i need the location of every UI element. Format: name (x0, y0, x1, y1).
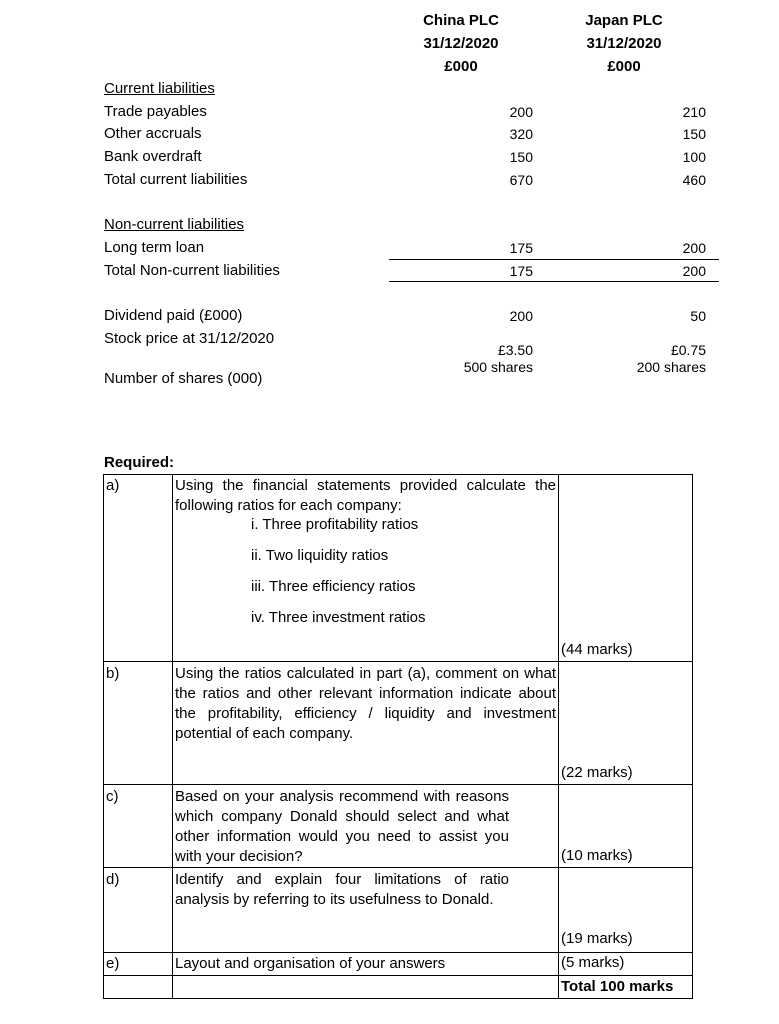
dividend-label: Dividend paid (£000) (104, 307, 243, 324)
japan-value: 100 (682, 149, 706, 165)
row-letter: c) (106, 788, 119, 805)
row-letter: e) (106, 955, 120, 972)
china-value: 175 (509, 240, 533, 256)
japan-value: 460 (682, 172, 706, 188)
china-value: 670 (509, 172, 533, 188)
china-value: 200 (509, 104, 533, 120)
sub-item: iii. Three efficiency ratios (251, 578, 416, 595)
china-stock-price: £3.50 (497, 342, 533, 358)
required-title: Required: (104, 454, 175, 471)
china-dividend: 200 (509, 308, 533, 324)
row-label: Total Non-current liabilities (104, 262, 280, 279)
china-header-name: China PLC (423, 12, 499, 29)
japan-value: 200 (682, 240, 706, 256)
row-letter: a) (106, 477, 120, 494)
marks: (44 marks) (561, 641, 633, 658)
japan-value: 210 (682, 104, 706, 120)
japan-dividend: 50 (690, 308, 706, 324)
row-text: Based on your analysis recommend with reasons which company Donald should select and what other information would you need to assist you with your decision? (175, 788, 509, 865)
row-label: Trade payables (104, 103, 207, 120)
noncurrent-liabilities-title: Non-current liabilities (104, 216, 245, 233)
total-rule-bottom (389, 281, 719, 282)
shares-label: Number of shares (000) (104, 370, 263, 387)
row-text: Layout and organisation of your answers (175, 955, 446, 972)
row-label: Total current liabilities (104, 171, 248, 188)
sub-item: ii. Two liquidity ratios (251, 547, 389, 564)
stock-price-label: Stock price at 31/12/2020 (104, 330, 275, 347)
marks: (19 marks) (561, 930, 633, 947)
japan-stock-price: £0.75 (670, 342, 706, 358)
china-value: 175 (509, 263, 533, 279)
china-header-unit: £000 (444, 58, 478, 75)
row-letter: b) (106, 665, 120, 682)
china-value: 320 (509, 126, 533, 142)
japan-value: 200 (682, 263, 706, 279)
marks: (10 marks) (561, 847, 633, 864)
row-label: Long term loan (104, 239, 205, 256)
marks: (22 marks) (561, 764, 633, 781)
china-header-date: 31/12/2020 (423, 35, 499, 52)
total-marks: Total 100 marks (561, 978, 674, 995)
japan-value: 150 (682, 126, 706, 142)
china-shares: 500 shares (463, 359, 533, 375)
row-label: Bank overdraft (104, 148, 202, 165)
japan-header-name: Japan PLC (585, 12, 663, 29)
row-letter: d) (106, 871, 120, 888)
china-value: 150 (509, 149, 533, 165)
marks: (5 marks) (561, 954, 625, 971)
sub-item: iv. Three investment ratios (251, 609, 426, 626)
row-label: Other accruals (104, 125, 202, 142)
total-rule-top (389, 259, 719, 260)
japan-header-unit: £000 (607, 58, 641, 75)
japan-header-date: 31/12/2020 (586, 35, 662, 52)
row-text: Using the financial statements provided calculate the following ratios for each company: (175, 477, 556, 514)
sub-item: i. Three profitability ratios (251, 516, 419, 533)
row-text: Identify and explain four limitations of ratio analysis by referring to its usefulness to Donald. (175, 871, 509, 908)
row-text: Using the ratios calculated in part (a), comment on what the ratios and other relevant information indicate about the profitability, efficiency / liquidity and investment potential of each company. (175, 665, 556, 742)
current-liabilities-title: Current liabilities (104, 80, 215, 97)
japan-shares: 200 shares (636, 359, 706, 375)
